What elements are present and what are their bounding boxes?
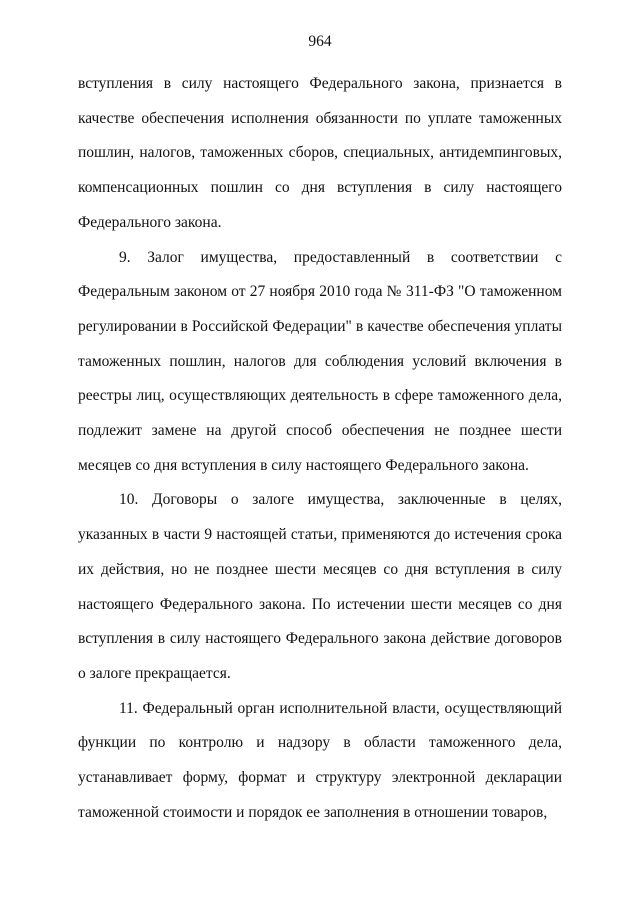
paragraph-item-10: 10. Договоры о залоге имущества, заключенные в целях, указанных в части 9 настоящей статьи, применяются до истечения срока их действия, но не позднее шести месяцев со дня вступления в силу настоящего Федерального закона. По истечении шести месяцев со дня вступления в силу настоящего Федерального закона действие договоров о залоге прекращается. — [78, 491, 562, 682]
page-number: 964 — [308, 33, 332, 50]
paragraph-item-9: 9. Залог имущества, предоставленный в соответствии с Федеральным законом от 27 ноября 2010 года № 311-ФЗ "О таможенном регулировании в Российской Федерации" в качестве обеспечения уплаты таможенных пошлин, налогов для соблюдения условий включения в реестры лиц, осуществляющих деятельность в сфере таможенного дела, подлежит замене на другой способ обеспечения не позднее шести месяцев со дня вступления в силу настоящего Федерального закона. — [78, 248, 562, 474]
paragraph-continuation: вступления в силу настоящего Федерального закона, признается в качестве обеспечения исполнения обязанности по уплате таможенных пошлин, налогов, таможенных сборов, специальных, антидемпинговых, компенсационных пошлин со дня вступления в силу настоящего Федерального закона. — [78, 75, 562, 231]
paragraph-item-11: 11. Федеральный орган исполнительной власти, осуществляющий функции по контролю и надзору в области таможенного дела, устанавливает форму, формат и структуру электронной декларации таможенной стоимости и порядок ее заполнения в отношении товаров, — [78, 699, 562, 821]
document-body — [78, 67, 562, 830]
